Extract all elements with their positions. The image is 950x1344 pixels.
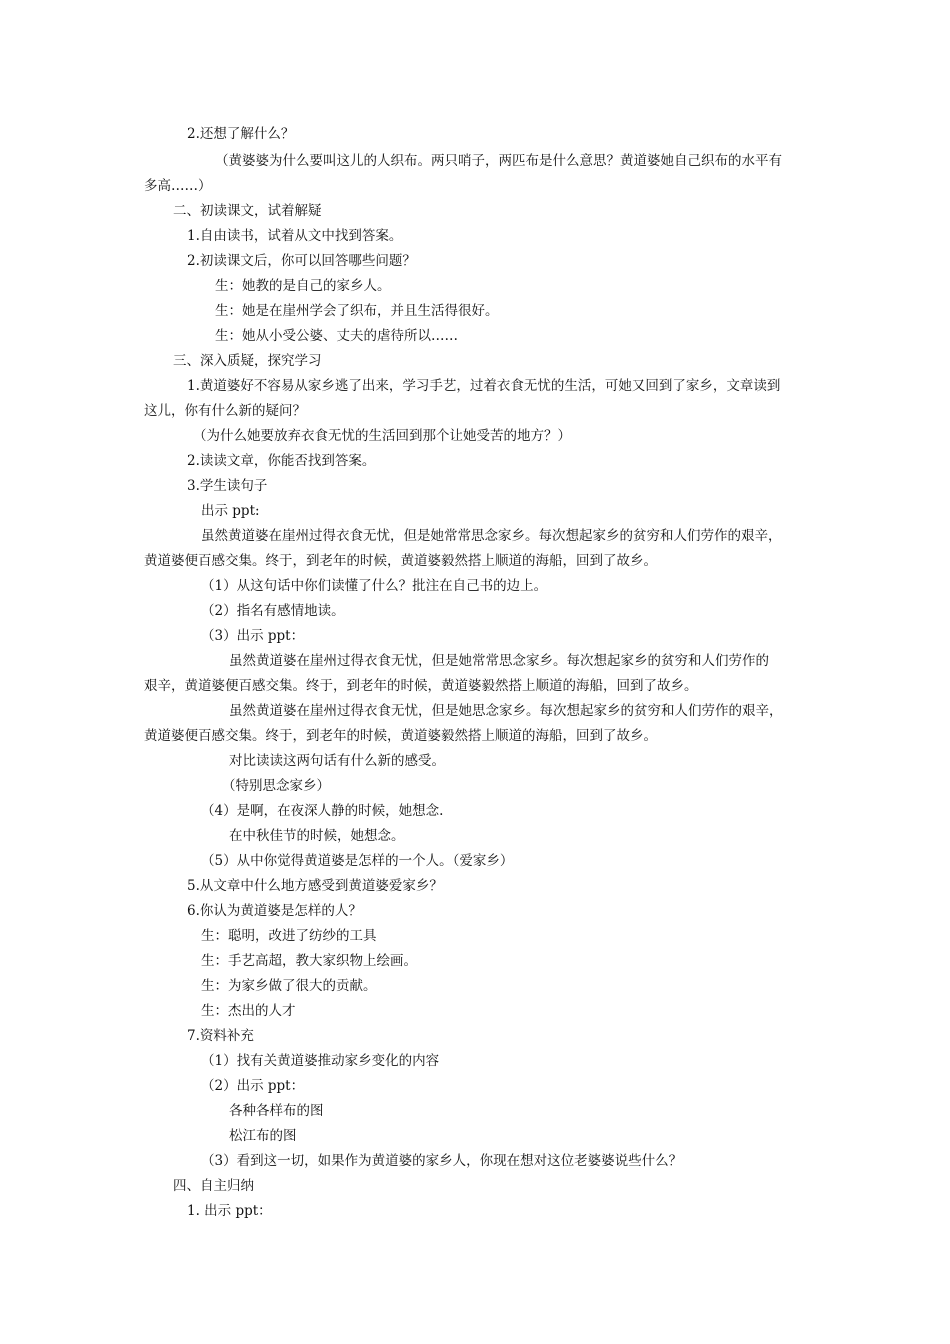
text-line: 3.学生读句子: [187, 478, 268, 494]
text-line: 生：杰出的人才: [201, 1003, 296, 1019]
text-line: 5.从文章中什么地方感受到黄道婆爱家乡？: [187, 878, 443, 894]
text-line: 虽然黄道婆在崖州过得衣食无忧，但是她常常思念家乡。每次想起家乡的贫穷和人们劳作的艰辛，: [201, 528, 782, 544]
text-line: 黄道婆便百感交集。终于，到老年的时候，黄道婆毅然搭上顺道的海船，回到了故乡。: [144, 553, 657, 569]
text-line: 生：她是在崖州学会了织布，并且生活得很好。: [215, 303, 499, 319]
text-line: 这儿，你有什么新的疑问？: [144, 403, 306, 419]
text-line: （2）指名有感情地读。: [201, 603, 345, 619]
text-line: 在中秋佳节的时候，她想念。: [229, 828, 405, 844]
section-heading: 三、深入质疑，探究学习: [173, 353, 322, 369]
text-line: 2.读读文章，你能否找到答案。: [187, 453, 376, 469]
text-line: 生：她教的是自己的家乡人。: [215, 278, 391, 294]
text-line: 对比读读这两句话有什么新的感受。: [229, 753, 445, 769]
text-line: （1）找有关黄道婆推动家乡变化的内容: [201, 1053, 440, 1069]
text-line: 生：她从小受公婆、丈夫的虐待所以……: [215, 328, 458, 344]
text-line: 黄道婆便百感交集。终于，到老年的时候，黄道婆毅然搭上顺道的海船，回到了故乡。: [144, 728, 657, 744]
text-line: 虽然黄道婆在崖州过得衣食无忧，但是她常常思念家乡。每次想起家乡的贫穷和人们劳作的: [229, 653, 769, 669]
text-line: 艰辛，黄道婆便百感交集。终于，到老年的时候，黄道婆毅然搭上顺道的海船，回到了故乡。: [144, 678, 698, 694]
text-line: （3）出示 ppt：: [201, 628, 305, 644]
section-heading: 二、初读课文，试着解疑: [173, 203, 322, 219]
text-line: 各种各样布的图: [229, 1103, 324, 1119]
text-line: 1.自由读书，试着从文中找到答案。: [187, 228, 403, 244]
text-line: 多高……）: [144, 178, 212, 194]
text-line: （为什么她要放弃衣食无忧的生活回到那个让她受苦的地方？）: [193, 428, 571, 444]
text-line: 1. 出示 ppt：: [187, 1203, 272, 1219]
section-heading: 四、自主归纳: [173, 1178, 254, 1194]
text-line: （黄婆婆为什么要叫这儿的人织布。两只哨子，两匹布是什么意思？黄道婆她自己织布的水平有: [215, 153, 782, 169]
text-line: （4）是啊，在夜深人静的时候，她想念.: [201, 803, 444, 819]
text-line: （3）看到这一切，如果作为黄道婆的家乡人，你现在想对这位老婆婆说些什么？: [201, 1153, 683, 1169]
text-line: 出示 ppt:: [201, 503, 260, 519]
text-line: 虽然黄道婆在崖州过得衣食无忧，但是她思念家乡。每次想起家乡的贫穷和人们劳作的艰辛，: [229, 703, 783, 719]
text-line: （特别思念家乡）: [222, 778, 330, 794]
text-line: 1.黄道婆好不容易从家乡逃了出来，学习手艺，过着衣食无忧的生活，可她又回到了家乡，文章读到: [187, 378, 781, 394]
text-line: （5）从中你觉得黄道婆是怎样的一个人。（爱家乡）: [201, 853, 514, 869]
text-line: 生：聪明，改进了纺纱的工具: [201, 928, 377, 944]
text-line: （1）从这句话中你们读懂了什么？批注在自己书的边上。: [201, 578, 548, 594]
text-line: 2.还想了解什么？: [187, 126, 295, 142]
text-line: 生：手艺高超，教大家织物上绘画。: [201, 953, 417, 969]
text-line: 7.资料补充: [187, 1028, 254, 1044]
text-line: 2.初读课文后，你可以回答哪些问题？: [187, 253, 416, 269]
text-line: 6.你认为黄道婆是怎样的人？: [187, 903, 362, 919]
text-line: 生：为家乡做了很大的贡献。: [201, 978, 377, 994]
text-line: （2）出示 ppt：: [201, 1078, 305, 1094]
text-line: 松江布的图: [229, 1128, 297, 1144]
